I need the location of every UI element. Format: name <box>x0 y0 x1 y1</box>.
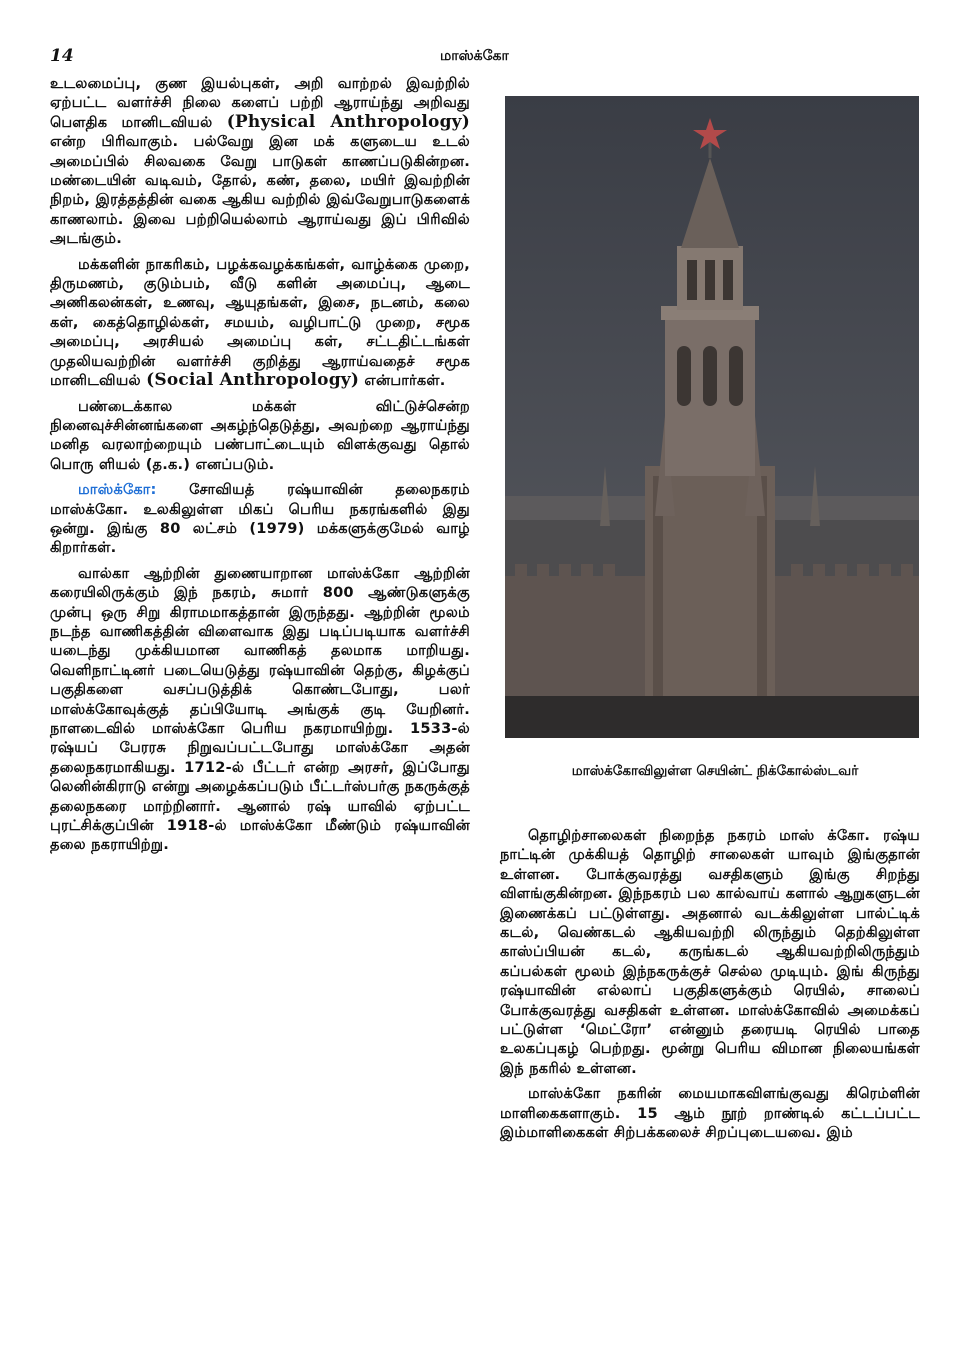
paragraph-text: மக்களின் நாகரிகம், பழக்கவழக்கங்கள், வாழ்க்கை முறை, திருமணம், குடும்பம், வீடு களின் அமைப்பு, ஆடை அணிகலன்கள், உணவு, ஆயுதங்கள், இசை, நடனம், கலை கள், கைத்தொழில்கள், சமயம், வழிபாட்டு முறை, சமூக அமைப்பு, அரசியல் அமைப்பு கள், சட்டதிட்டங்கள் முதலியவற்றின் வளர்ச்சி குறித்து ஆராய்வதைச் சமூக மானிடவியல் <box>50 255 470 390</box>
paragraph-moscow-industry: தொழிற்சாலைகள் நிறைந்த நகரம் மாஸ் க்கோ. ரஷ்ய நாட்டின் முக்கியத் தொழிற் சாலைகள் யாவும் இங்குதான் உள்ளன. போக்குவரத்து வசதிகளும் இங்கு சிறந்து விளங்குகின்றன. இந்நகரம் பல கால்வாய் களால் ஆறுகளுடன் இணைக்கப் பட்டுள்ளது. அதனால் வடக்கிலுள்ள பால்ட்டிக் கடல், வெண்கடல் ஆகியவற்றி லிருந்தும் தெற்கிலுள்ள காஸ்ப்பியன் கடல், கருங்கடல் ஆகியவற்றிலிருந்தும் கப்பல்கள் மூலம் இந்நகருக்குச் செல்ல முடியும். இங் கிருந்து ரஷ்யாவின் எல்லாப் பகுதிகளுக்கும் ரெயில், சாலைப் போக்குவரத்து வசதிகள் உள்ளன. மாஸ்க்கோவில் அமைக்கப் பட்டுள்ள ‘மெட்ரோ’ என்னும் தரையடி ரெயில் பாதை உலகப்புகழ் பெற்றது. மூன்று பெரிய விமான நிலையங்கள் இந் நகரில் உள்ளன. <box>500 827 920 1077</box>
latin-term: (Physical Anthropology) <box>226 111 470 132</box>
photo-caption: மாஸ்க்கோவிலுள்ள செயின்ட் நிக்கோல்ஸ்டவர் <box>571 763 859 779</box>
paragraph-moscow-intro <box>50 480 470 558</box>
paragraph-text: என்ற பிரிவாகும். பல்வேறு இன மக் களுடைய உடல் அமைப்பில் சிலவகை வேறு பாடுகள் காணப்படுகின்றன. மண்டையின் வடிவம், தோல், கண், தலை, மயிர் இவற்றின் நிறம், இரத்தத்தின் வகை ஆகிய வற்றில் இவ்வேறுபாடுகளைக் காணலாம். இவை பற்றியெல்லாம் ஆராய்வது இப் பிரிவில் அடங்கும். <box>50 133 470 248</box>
paragraph-physical-anthropology <box>50 74 470 249</box>
paragraph-moscow-history: வால்கா ஆற்றின் துணையாறான மாஸ்க்கோ ஆற்றின் கரையிலிருக்கும் இந் நகரம், சுமார் 800 ஆண்டுகளுக்கு முன்பு ஒரு சிறு கிராமமாகத்தான் இருந்தது. ஆற்றின் மூலம் நடந்த வாணிகத்தின் விளைவாக இது படிப்படியாக வளர்ச்சி யடைந்து முக்கியமான வாணிகத் தலமாக மாறியது. வெளிநாட்டினர் படையெடுத்து ரஷ்யாவின் தெற்கு, கிழக்குப் பகுதிகளை வசப்படுத்திக் கொண்டபோது, பலர் மாஸ்க்கோவுக்குத் தப்பியோடி அங்குக் குடி யேறினர். நாளடைவில் மாஸ்க்கோ பெரிய நகரமாயிற்று. 1533-ல் ரஷ்யப் பேரரசு நிறுவப்பட்டபோது மாஸ்க்கோ அதன் தலைநகரமாகியது. 1712-ல் பீட்டர் என்ற அரசர், இப்போது லெனின்கிராடு என்று அழைக்கப்படும் பீட்டர்ஸ்பர்கு நகருக்குத் தலைநகரை மாற்றினார். ஆனால் ரஷ் யாவில் ஏற்பட்ட புரட்சிக்குப்பின் 1918-ல் மாஸ்க்கோ மீண்டும் ரஷ்யாவின் தலை நகராயிற்று. <box>50 564 470 854</box>
paragraph-text: உடலமைப்பு, குண இயல்புகள், அறி வாற்றல் இவற்றில் ஏற்பட்ட வளர்ச்சி நிலை களைப் பற்றி ஆராய்ந்து அறிவது பௌதிக மானிடவியல் <box>50 75 470 131</box>
right-column <box>500 826 920 1149</box>
page-number: 14 <box>50 46 74 66</box>
left-column <box>50 74 470 861</box>
paragraph-social-anthropology <box>50 255 470 391</box>
st-nicholas-tower-image <box>505 96 919 738</box>
paragraph-text: என்பார்கள். <box>364 372 446 390</box>
paragraph-archaeology: பண்டைக்கால மக்கள் விட்டுச்சென்ற நினைவுச்சின்னங்களை அகழ்ந்தெடுத்து, அவற்றை ஆராய்ந்து மனித வரலாற்றையும் பண்பாட்டையும் விளக்குவது தொல் பொரு ளியல் (த.க.) எனப்படும். <box>50 397 470 473</box>
paragraph-kremlin: மாஸ்க்கோ நகரின் மையமாகவிளங்குவது கிரெம்ளின் மாளிகைகளாகும். 15 ஆம் நூற் றாண்டில் கட்டப்பட்ட இம்மாளிகைகள் சிற்பக்கலைச் சிறப்புடையவை. இம் <box>500 1085 920 1142</box>
paragraph-text: சோவியத் ரஷ்யாவின் தலைநகரம் மாஸ்க்கோ. உலகிலுள்ள மிகப் பெரிய நகரங்களில் இது ஒன்று. இங்கு 80 லட்சம் (1979) மக்களுக்குமேல் வாழ் கிறார்கள். <box>50 481 470 557</box>
tower-photo <box>505 96 919 738</box>
latin-term: (Social Anthropology) <box>146 370 360 391</box>
entry-heading: மாஸ்க்கோ: <box>78 481 157 499</box>
running-head: மாஸ்க்கோ <box>440 48 509 64</box>
